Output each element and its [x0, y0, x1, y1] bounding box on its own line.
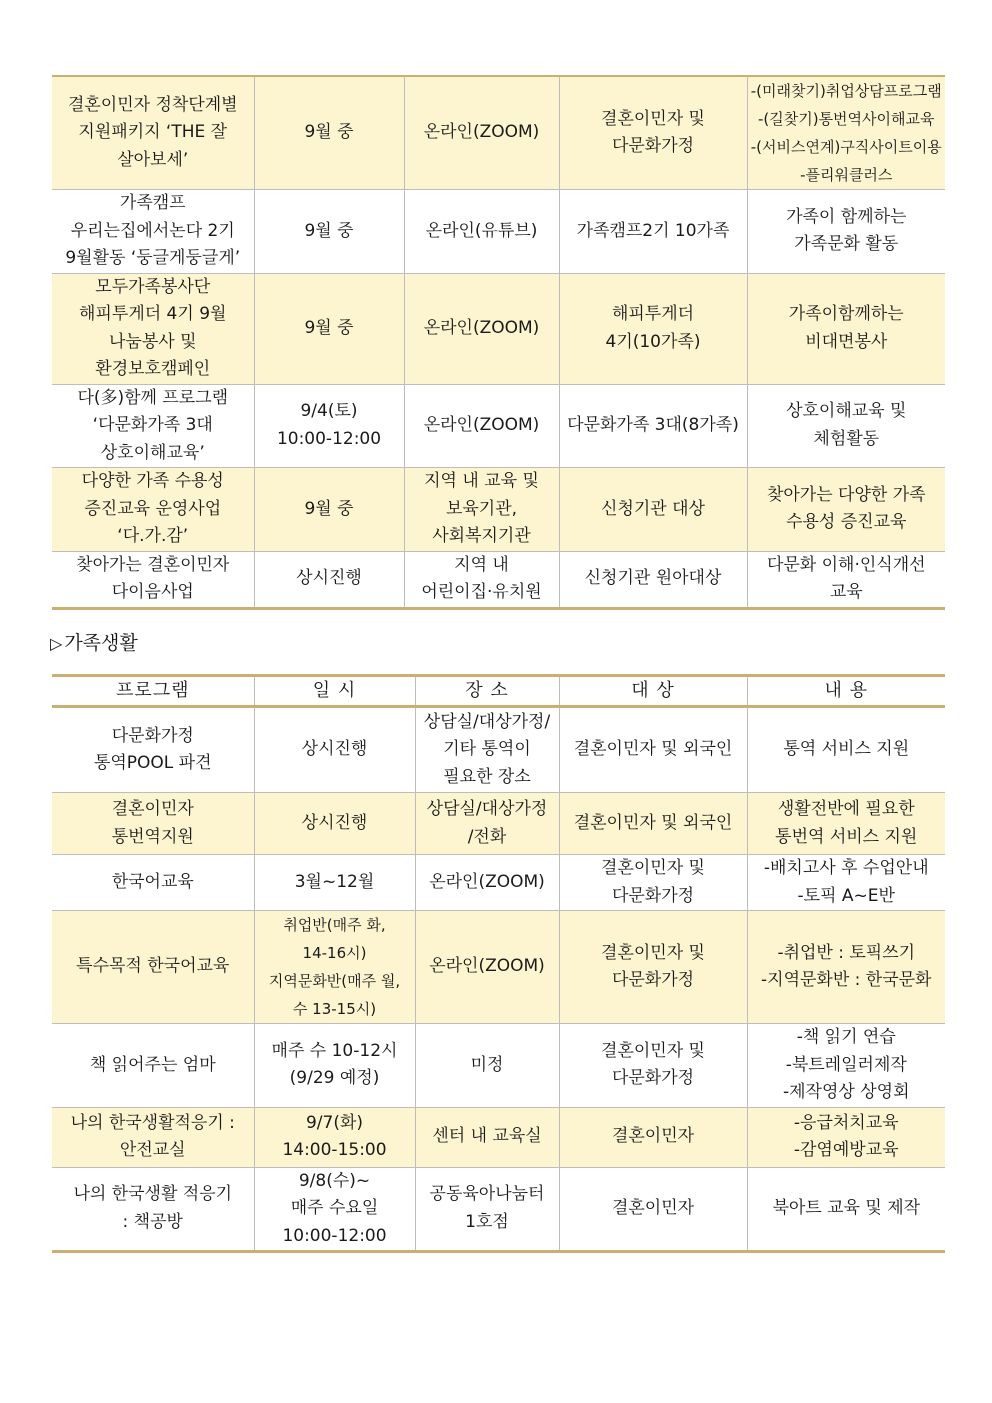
cell-line: -응급처치교육 [793, 1112, 899, 1133]
cell-line: -감염예방교육 [793, 1140, 899, 1160]
cell-line: 나눔봉사 및 [108, 331, 197, 352]
cell-content [747, 468, 945, 552]
cell-target [559, 1024, 747, 1108]
section-title-text: 가족생활 [64, 632, 138, 654]
cell-line: 미정 [470, 1054, 504, 1075]
cell-date [254, 1167, 415, 1252]
cell-place [415, 855, 559, 911]
cell-line: 지역 내 교육 및 [424, 471, 539, 491]
cell-line: 결혼이민자 및 [601, 1040, 705, 1061]
program-table-top [52, 75, 945, 610]
cell-line: 통번역 서비스 지원 [775, 826, 918, 847]
cell-line: 온라인(유튜브) [425, 220, 538, 241]
table-row [52, 911, 945, 1024]
family-life-table [52, 674, 945, 1253]
cell-line: 필요한 장소 [443, 766, 531, 787]
cell-place [404, 468, 559, 552]
cell-line: 환경보호캠페인 [95, 359, 211, 379]
cell-place [415, 707, 559, 793]
cell-line: 생활전반에 필요한 [777, 799, 915, 819]
cell-line: 가족캠프2기 10가족 [576, 220, 730, 241]
cell-target [559, 551, 747, 608]
cell-line: -(길찾기)통번역사이해교육 [757, 110, 935, 128]
cell-line: 9/4(토) [300, 401, 358, 422]
table-row [52, 1024, 945, 1108]
cell-line: 상담실/대상가정 [426, 799, 548, 819]
cell-line: 기타 통역이 [443, 739, 531, 760]
cell-place [404, 384, 559, 468]
cell-line: 해피투게더 4기 9월 [79, 304, 227, 324]
cell-line: 결혼이민자 및 [601, 108, 705, 129]
cell-program [52, 911, 254, 1024]
cell-line: 9/7(화) [305, 1112, 364, 1133]
header-target: 대 상 [559, 676, 747, 707]
table-row [52, 1107, 945, 1167]
cell-line: 다(多)함께 프로그램 [77, 387, 229, 408]
table2-body [52, 707, 945, 1252]
table-row [52, 190, 945, 274]
header-date: 일 시 [254, 676, 415, 707]
cell-line: 다문화가정 [611, 885, 695, 906]
cell-line: 다문화가정 [111, 725, 194, 746]
cell-line: 4기(10가족) [605, 331, 701, 352]
cell-line: 취업반(매주 화, [283, 916, 386, 934]
table-row [52, 468, 945, 552]
cell-date [254, 911, 415, 1024]
cell-program [52, 707, 254, 793]
cell-target [559, 76, 747, 190]
cell-date [254, 855, 415, 911]
cell-line: 결혼이민자 [611, 1198, 695, 1218]
cell-line: 9월 중 [304, 317, 354, 338]
cell-line: 결혼이민자 및 외국인 [573, 812, 733, 833]
cell-line: 특수목적 한국어교육 [76, 956, 230, 977]
cell-content [747, 1107, 945, 1167]
cell-line: 10:00-12:00 [282, 1225, 387, 1246]
cell-line: 다문화 이해·인식개선 [766, 554, 926, 575]
cell-line: 결혼이민자 및 외국인 [573, 739, 733, 760]
cell-line: 결혼이민자 [611, 1126, 695, 1147]
cell-line: 다문화가정 [611, 136, 695, 156]
cell-line: -플리워클러스 [800, 166, 893, 184]
cell-line: 살아보세’ [117, 149, 189, 170]
cell-line: 우리는집에서논다 2기 [70, 220, 235, 241]
cell-line: -(미래찾기)취업상담프로그램 [750, 82, 942, 100]
cell-line: 9월 중 [304, 498, 354, 519]
cell-line: 안전교실 [119, 1140, 186, 1160]
cell-date [254, 190, 404, 274]
table-row [52, 76, 945, 190]
cell-program [52, 468, 254, 552]
cell-line: 사회복지기관 [432, 526, 531, 546]
cell-content [747, 384, 945, 468]
cell-line: 다문화가정 [611, 970, 695, 990]
cell-line: 상시진행 [301, 812, 368, 833]
cell-line: 9월 중 [304, 220, 354, 241]
cell-program [52, 1024, 254, 1108]
cell-line: 가족이함께하는 [788, 304, 904, 324]
cell-date [254, 707, 415, 793]
cell-line: 상호이해교육 및 [786, 401, 907, 422]
cell-line: 나의 한국생활 적응기 [73, 1184, 233, 1205]
cell-program [52, 551, 254, 608]
cell-line: 9월 중 [304, 122, 354, 143]
cell-target [559, 190, 747, 274]
cell-content [747, 1024, 945, 1108]
cell-line: 신청기관 원아대상 [584, 568, 722, 589]
cell-program [52, 273, 254, 384]
cell-date [254, 273, 404, 384]
table-row [52, 273, 945, 384]
cell-content [747, 551, 945, 608]
cell-line: 해피투게더 [611, 304, 695, 324]
cell-date [254, 468, 404, 552]
cell-line: : 책공방 [122, 1211, 183, 1232]
cell-line: /전화 [467, 826, 507, 847]
cell-line: 교육 [829, 582, 863, 602]
cell-line: 신청기관 대상 [601, 498, 705, 519]
cell-line: -취업반 : 토픽쓰기 [777, 942, 916, 963]
cell-target [559, 793, 747, 855]
cell-place [404, 551, 559, 608]
cell-target [559, 468, 747, 552]
table-row [52, 551, 945, 608]
cell-target [559, 855, 747, 911]
cell-line: 가족캠프 [119, 193, 186, 213]
cell-line: 찾아가는 다양한 가족 [766, 484, 926, 505]
cell-line: 북아트 교육 및 제작 [772, 1198, 921, 1218]
cell-place [415, 1107, 559, 1167]
cell-content [747, 273, 945, 384]
cell-line: 센터 내 교육실 [432, 1126, 542, 1147]
cell-date [254, 1024, 415, 1108]
cell-line: -배치고사 후 수업안내 [763, 858, 929, 878]
cell-line: 9월활동 ‘둥글게둥글게’ [65, 248, 241, 268]
cell-line: 결혼이민자 및 [601, 858, 705, 878]
header-place: 장 소 [415, 676, 559, 707]
cell-line: 9/8(수)~ [298, 1170, 371, 1191]
cell-line: 통역POOL 파견 [93, 753, 212, 773]
cell-line: 책 읽어주는 엄마 [89, 1054, 216, 1075]
cell-line: 모두가족봉사단 [95, 276, 211, 297]
cell-content [747, 793, 945, 855]
table-row [52, 855, 945, 911]
cell-line: -(서비스연계)구직사이트이용 [750, 138, 942, 156]
cell-line: 수용성 증진교육 [786, 512, 907, 533]
cell-line: 상시진행 [296, 568, 362, 589]
cell-place [404, 190, 559, 274]
cell-place [404, 76, 559, 190]
header-content: 내 용 [747, 676, 945, 707]
cell-content [747, 1167, 945, 1252]
cell-date [254, 793, 415, 855]
cell-line: 체험활동 [813, 428, 880, 449]
cell-line: 상담실/대상가정/ [423, 711, 551, 732]
cell-line: (9/29 예정) [289, 1068, 380, 1089]
cell-place [415, 1024, 559, 1108]
cell-line: 수 13-15시) [292, 1000, 377, 1018]
cell-target [559, 707, 747, 793]
cell-line: ‘다문화가족 3대 [92, 415, 213, 435]
table-row [52, 1167, 945, 1252]
cell-line: 통번역지원 [111, 826, 194, 847]
cell-line: 통역 서비스 지원 [783, 739, 910, 760]
cell-line: 지역문화반(매주 월, [268, 972, 401, 990]
cell-line: ‘다.가.감’ [117, 526, 189, 546]
cell-content [747, 76, 945, 190]
cell-content [747, 707, 945, 793]
cell-line: -북트레일러제작 [785, 1054, 907, 1075]
cell-line: 다문화가정 [611, 1068, 695, 1089]
header-program: 프로그램 [52, 676, 254, 707]
cell-program [52, 190, 254, 274]
cell-line: 찾아가는 결혼이민자 [76, 554, 230, 575]
cell-target [559, 1167, 747, 1252]
cell-program [52, 855, 254, 911]
cell-line: 결혼이민자 정착단계별 [67, 94, 238, 115]
cell-line: 보육기관, [445, 498, 518, 519]
cell-line: 지원패키지 ‘THE 잘 [78, 122, 228, 143]
cell-line: 다이음사업 [111, 582, 194, 602]
table-header-row [52, 676, 945, 707]
cell-line: 온라인(ZOOM) [423, 122, 540, 143]
cell-line: -제작영상 상영회 [783, 1082, 910, 1102]
cell-line: 가족문화 활동 [794, 234, 899, 255]
cell-line: 온라인(ZOOM) [423, 415, 540, 435]
cell-program [52, 384, 254, 468]
table-row [52, 793, 945, 855]
cell-line: 14:00-15:00 [282, 1140, 387, 1160]
cell-line: 상시진행 [301, 739, 368, 760]
cell-place [415, 793, 559, 855]
cell-line: 결혼이민자 [111, 799, 194, 819]
cell-line: 10:00-12:00 [276, 428, 382, 449]
cell-line: 증진교육 운영사업 [84, 498, 222, 519]
cell-program [52, 1167, 254, 1252]
table-row [52, 707, 945, 793]
cell-line: -지역문화반 : 한국문화 [761, 970, 932, 990]
cell-place [415, 911, 559, 1024]
cell-line: 다양한 가족 수용성 [81, 471, 224, 491]
cell-place [415, 1167, 559, 1252]
cell-line: 14-16시) [302, 944, 367, 962]
cell-line: 다문화가족 3대(8가족) [567, 415, 739, 435]
cell-date [254, 1107, 415, 1167]
cell-content [747, 855, 945, 911]
cell-line: 어린이집·유치원 [421, 582, 542, 602]
cell-program [52, 76, 254, 190]
cell-line: 나의 한국생활적응기 : [70, 1112, 235, 1133]
cell-target [559, 1107, 747, 1167]
cell-target [559, 911, 747, 1024]
cell-program [52, 1107, 254, 1167]
cell-line: 공동육아나눔터 [429, 1184, 545, 1205]
cell-place [404, 273, 559, 384]
section-heading [50, 628, 138, 659]
cell-line: 온라인(ZOOM) [423, 317, 540, 338]
cell-program [52, 793, 254, 855]
triangle-right-icon: ▷ [50, 634, 63, 653]
cell-line: -토픽 A~E반 [797, 885, 895, 906]
cell-line: 한국어교육 [111, 871, 194, 892]
cell-line: 온라인(ZOOM) [429, 956, 545, 977]
cell-line: 비대면봉사 [805, 331, 888, 352]
cell-line: 매주 수 10-12시 [271, 1040, 398, 1061]
cell-line: 지역 내 [454, 554, 509, 575]
cell-target [559, 273, 747, 384]
cell-line: 매주 수요일 [290, 1198, 379, 1218]
cell-content [747, 911, 945, 1024]
cell-line: -책 읽기 연습 [796, 1027, 896, 1047]
cell-target [559, 384, 747, 468]
cell-line: 상호이해교육’ [100, 442, 205, 463]
cell-line: 3월~12월 [294, 871, 375, 892]
cell-date [254, 384, 404, 468]
cell-line: 결혼이민자 및 [601, 942, 705, 963]
cell-line: 온라인(ZOOM) [429, 871, 545, 892]
table-row [52, 384, 945, 468]
cell-date [254, 551, 404, 608]
cell-date [254, 76, 404, 190]
table1-body [52, 76, 945, 608]
cell-line: 가족이 함께하는 [786, 206, 907, 227]
cell-content [747, 190, 945, 274]
cell-line: 1호점 [465, 1211, 509, 1232]
